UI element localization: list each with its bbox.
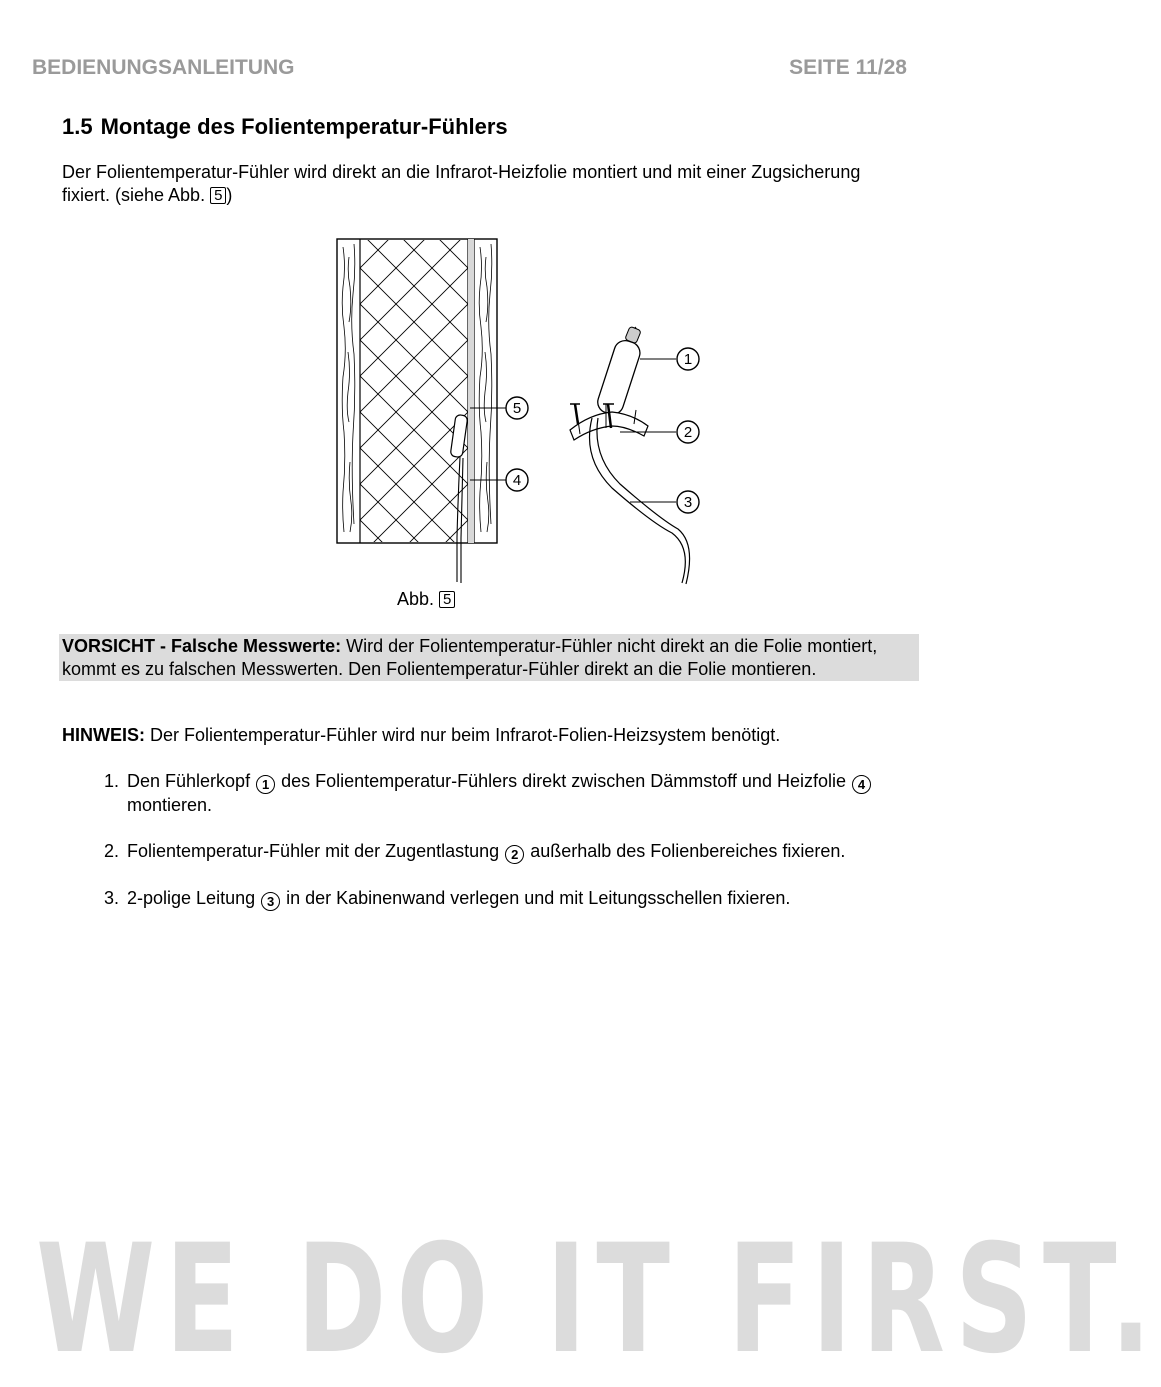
step-list xyxy=(104,770,914,934)
figure-ref: 5 xyxy=(210,187,226,204)
screw-left xyxy=(575,404,578,424)
note xyxy=(62,725,780,746)
step-number: 1. xyxy=(104,771,120,791)
insulation-mesh xyxy=(0,232,1158,562)
callout-2: 2 xyxy=(683,424,693,441)
heating-foil xyxy=(468,239,474,543)
list-item: 3. 2-polige Leitung 3 in der Kabinenwand verlegen und mit Leitungsschellen fixieren. xyxy=(104,888,791,909)
section-number: 1.5 xyxy=(62,114,93,139)
document-type: BEDIENUNGSANLEITUNG xyxy=(32,56,295,79)
caption-prefix: Abb. xyxy=(397,589,435,609)
slogan-watermark: WE DO IT FIRST. xyxy=(36,1213,1161,1387)
note-text: Der Folientemperatur-Fühler wird nur beim Infrarot-Folien-Heizsystem benötigt. xyxy=(145,725,781,745)
warning-text: Wird der Folientemperatur-Fühler nicht direkt an die Folie montiert, kommt es zu falschen Messwerten. Den Folientemperatur-Fühler direkt an die Folie montieren. xyxy=(62,636,878,679)
caption-ref: 5 xyxy=(439,591,455,608)
intro-paragraph xyxy=(62,161,902,207)
step-number: 3. xyxy=(104,888,120,908)
list-item: 1. Den Fühlerkopf 1 des Folientemperatur-Fühlers direkt zwischen Dämmstoff und Heizfolie 4 montieren. xyxy=(104,770,914,817)
note-label: HINWEIS: xyxy=(62,725,145,745)
list-item: 2. Folientemperatur-Fühler mit der Zugentlastung 2 außerhalb des Folienbereiches fixieren. xyxy=(104,841,846,862)
warning-box xyxy=(59,634,919,681)
figure-caption xyxy=(397,589,455,610)
installation-figure xyxy=(330,232,720,592)
wood-grain-left xyxy=(342,244,355,532)
section-title xyxy=(62,114,508,140)
sensor-head xyxy=(595,338,643,417)
intro-close: ) xyxy=(226,185,233,205)
step-number: 2. xyxy=(104,841,120,861)
warning-label: VORSICHT - Falsche Messwerte: xyxy=(62,636,342,656)
callout-3: 3 xyxy=(683,494,693,511)
intro-text: Der Folientemperatur-Fühler wird direkt an die Infrarot-Heizfolie montiert und mit einer Zugsicherung fixiert. (siehe Abb. xyxy=(62,162,861,205)
callout-4: 4 xyxy=(512,472,522,489)
callout-ref: 4 xyxy=(852,775,871,794)
callout-ref: 3 xyxy=(261,892,280,911)
wood-grain-right xyxy=(479,244,492,532)
page-header xyxy=(32,56,907,82)
page-number: SEITE 11/28 xyxy=(789,56,907,79)
callout-1: 1 xyxy=(683,351,693,368)
cable xyxy=(590,418,686,583)
callout-5: 5 xyxy=(512,400,522,417)
section-heading: Montage des Folientemperatur-Fühlers xyxy=(100,114,508,139)
callout-ref: 2 xyxy=(505,845,524,864)
callout-ref: 1 xyxy=(256,775,275,794)
sensor-diagram xyxy=(330,232,720,592)
